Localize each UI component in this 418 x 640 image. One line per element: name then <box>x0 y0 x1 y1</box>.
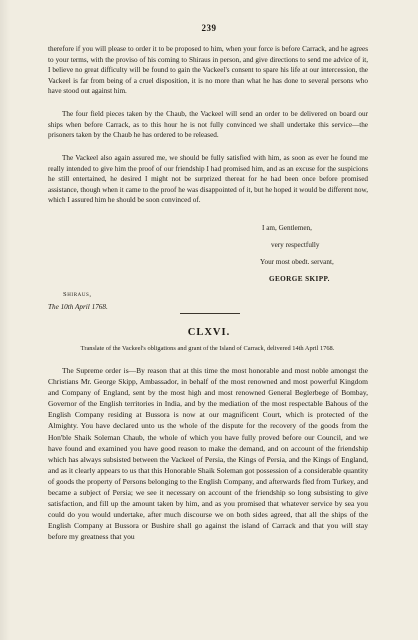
closing-servant: Your most obedt. servant, <box>260 258 334 266</box>
section-divider <box>180 313 240 314</box>
letter-paragraph-2: The four field pieces taken by the Chaub, the Vackeel will send an order to be delivered on board our ships when before Carrack, as to this hour he is not fully convinced we shall undertake this service—the prisoners taken by the Chaub he has ordered to be released. <box>48 110 368 139</box>
page-number: 239 <box>201 23 217 33</box>
signature-name: GEORGE SKIPP. <box>269 275 330 283</box>
body-paragraph: The Supreme order is—By reason that at this time the most honorable and most noble amongst the Christians Mr. George Skipp, Ambassador, in behalf of the most renowned and most powerful Kingdom and Company of England, sent by the most high and most renowned General Beglerbege of Bombay, Governor of the English territories in India, and by the mediation of the most respectable Bahous of the English Company residing at Bussora is now at our magnificent Court, which is protected of the Almighty. You have declared unto us the whole of the dispute for the recovery of the goods from the Hon'ble Shaik Soleman Chaub, the whole of which you have fully proved before our Council, and we have found and examined you have good reason to make the demand, and on account of the friendship which has always subsisted between the Vackeel of Persia, the Kings of Persia, and the Kings of England, and as it clearly appears to us that this Honorable Shaik Soleman got possession of a considerable quantity of goods the property of Persons belonging to the English Company, and afterwards fled from Turkey, and became a subject of Persia; we see it necessary on account of the friendship so long subsisting to give satisfaction, and fill up the amount taken by him, and as you promised that whatever service by sea you could do you would undertake, after much discourse we on both sides agreed, that all the ships of the English Company at Bussora or Bushire shall go against the island of Carrack and that you will stay before my greatness that you <box>48 366 368 542</box>
closing-respectfully: very respectfully <box>271 241 320 249</box>
letter-paragraph-3: The Vackeel also again assured me, we should be fully satisfied with him, as soon as ever he found me really intended to give him the proof of our friendship I had promised him, and as an excuse for the suspicions he still entertained, he desired I might not be surprized thereat for he had been once before promised assistance, though when it came to the proof he was disappointed of it, but he hoped it would be different now, which I assured him he should be soon convinced of. <box>48 154 368 204</box>
letter-paragraph-1: therefore if you will please to order it to be proposed to him, when your force is before Carrack, and he agrees to your terms, with the proviso of his coming to Shiraus in person, and give directions to send me advice of it, I believe no great difficulty will be found to gain the Vackeel's consent to spare his life at our intercession, the Vackeel is far from being of a cruel disposition, it is no more than what he has done to several persons who have stood out against him. <box>48 45 368 95</box>
closing-salutation: I am, Gentlemen, <box>262 224 312 232</box>
document-caption: Translate of the Vackeel's obligations and grant of the Island of Carrack, delivered 14th April 1768. <box>80 345 335 352</box>
document-heading: CLXVI. <box>187 327 231 338</box>
letter-place: Shiraus, <box>63 291 92 298</box>
letter-date: The 10th April 1768. <box>48 303 108 311</box>
